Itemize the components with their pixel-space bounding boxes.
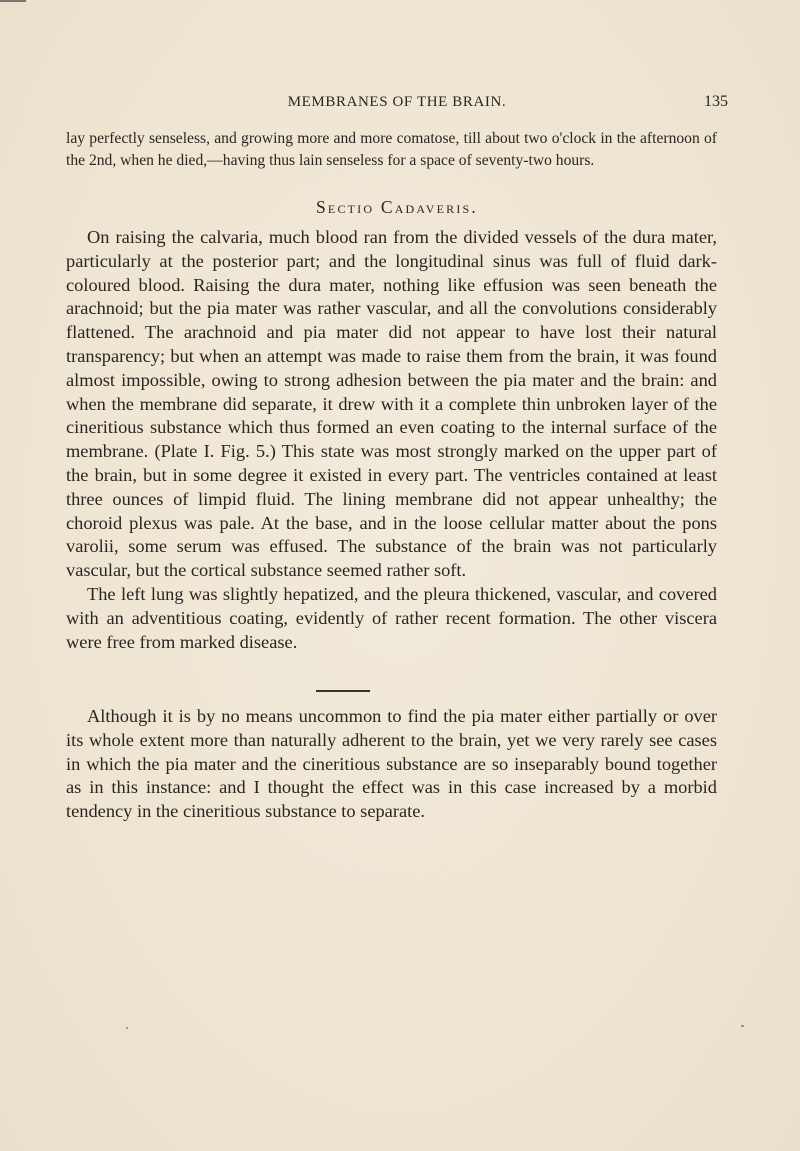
body-paragraph-2: The left lung was slightly hepatized, and the pleura thickened, vascular, and covered with an adventitious coating, evidently of rather recent formation. The other viscera were free from marked disease. [66,583,717,652]
intro-text-block [66,128,717,172]
closing-text-block [66,705,717,824]
main-text-block [66,226,717,654]
section-divider-rule [316,690,370,692]
paper-speck [741,1025,744,1027]
running-head: MEMBRANES OF THE BRAIN. [287,94,507,110]
closing-paragraph: Although it is by no means uncommon to find the pia mater either partially or over its whole extent more than naturally adherent to the brain, yet we very rarely see cases in which the pia mater and the cineritious substance are so inseparably bound together as in this instance: and I thought the effect was in this case increased by a morbid tendency in the cineritious substance to separate. [66,706,717,822]
intro-paragraph: lay perfectly senseless, and growing more and more comatose, till about two o'clock in the afternoon of the 2nd, when he died,—having thus lain senseless for a space of seventy-two hours. [66,130,717,169]
page-number: 135 [704,93,728,110]
body-paragraph-1: On raising the calvaria, much blood ran from the divided vessels of the dura mater, particularly at the posterior part; and the longitudinal sinus was full of fluid dark-coloured blood. Raising the dura mater, nothing like effusion was seen beneath the arachnoid; but the pia mater was rather vascular, and all the convolutions considerably flattened. The arachnoid and pia mater did not appear to have lost their natural transparency; but when an attempt was made to raise them from the brain, it was found almost impossible, owing to strong adhesion between the pia mater and the brain: and when the membrane did separate, it drew with it a complete thin unbroken layer of the cineritious substance which thus formed an even coating to the internal surface of the membrane. (Plate I. Fig. 5.) This state was most strongly marked on the upper part of the brain, but in some degree it existed in every part. The ventricles contained at least three ounces of limpid fluid. The lining membrane did not appear unhealthy; the choroid plexus was pale. At the base, and in the loose cellular matter about the pons varolii, some serum was effused. The substance of the brain was not particularly vascular, but the cortical substance seemed rather soft. [66,227,717,581]
paper-speck [126,1027,128,1029]
page-header [66,94,728,116]
section-title: Sectio Cadaveris. [315,197,478,217]
scan-edge-mark [0,0,26,2]
